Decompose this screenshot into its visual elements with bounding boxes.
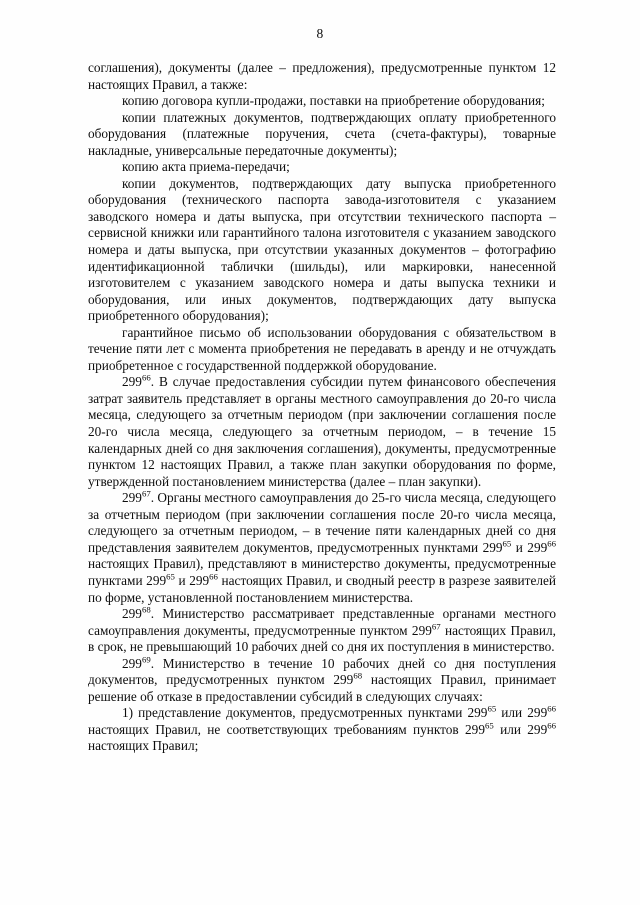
- paragraph: соглашения), документы (далее – предложения), предусмотренные пунктом 12 настоящих Правил, а также:: [88, 60, 556, 92]
- page-number: 8: [316, 26, 324, 41]
- paragraph: $299^{66}$. В случае предоставления субсидии путем финансового обеспечения затрат заявитель представляет в органы местного самоуправления до 20-го числа месяца, следующего за отчетным периодом (при заключении соглашения после 20-го числа месяца, следующего за отчетным периодом, – в течение 15 календарных дней со дня заключения соглашения), документы, предусмотренные пунктом 12 настоящих Правил, а также план закупки оборудования по форме, утвержденной постановлением министерства (далее – план закупки).: [88, 372, 556, 489]
- paragraph: 1) представление документов, предусмотренных пунктами $299^{65}$ или $299^{66}$ настоящих Правил, не соответствующих требованиям пунктов $299^{65}$ или $299^{66}$ настоящих Правил;: [88, 703, 556, 754]
- paragraph: копии документов, подтверждающих дату выпуска приобретенного оборудования (технического паспорта завода-изготовителя с указанием заводского номера и даты выпуска, при отсутствии технического паспорта – сервисной книжки или гарантийного талона изготовителя с указанием заводского номера и даты выпуска, при отсутствии указанных документов – фотографию идентификационной таблички (шильды), или маркировки, нанесенной изготовителем с указанием заводского номера и даты выпуска техники и оборудования, или иных документов, подтверждающих дату выпуска приобретенного оборудования);: [88, 175, 556, 324]
- paragraph: $299^{67}$. Органы местного самоуправления до 25-го числа месяца, следующего за отчетным периодом (при заключении соглашения после 20-го числа месяца, следующего за отчетным периодом, – в течение пяти календарных дней со дня представления заявителем документов, предусмотренных пунктами $299^{65}$ и $299^{66}$ настоящих Правил), представляют в министерство документы, предусмотренные пунктами $299^{65}$ и $299^{66}$ настоящих Правил, и сводный реестр в разрезе заявителей по форме, установленной постановлением министерства.: [88, 488, 557, 605]
- paragraph: копию договора купли-продажи, поставки на приобретение оборудования;: [122, 93, 545, 109]
- paragraph: копию акта приема-передачи;: [122, 159, 290, 175]
- paragraph: $299^{69}$. Министерство в течение 10 рабочих дней со дня поступления документов, предусмотренных пунктом $299^{68}$ настоящих Правил, принимает решение об отказе в предоставлении субсидий в следующих случаях:: [88, 654, 556, 704]
- paragraph: гарантийное письмо об использовании оборудования с обязательством в течение пяти лет с момента приобретения не передавать в аренду и не отчуждать приобретенное с государственной поддержкой оборудование.: [88, 324, 556, 373]
- paragraph: $299^{68}$. Министерство рассматривает представленные органами местного самоуправления документы, предусмотренные пунктом $299^{67}$ настоящих Правил, в срок, не превышающий 10 рабочих дней со дня их поступления в министерство.: [88, 604, 556, 655]
- document-body: [88, 60, 556, 755]
- paragraph: копии платежных документов, подтверждающих оплату приобретенного оборудования (платежные поручения, счета (счета-фактуры), товарные накладные, универсальные передаточные документы);: [88, 109, 556, 158]
